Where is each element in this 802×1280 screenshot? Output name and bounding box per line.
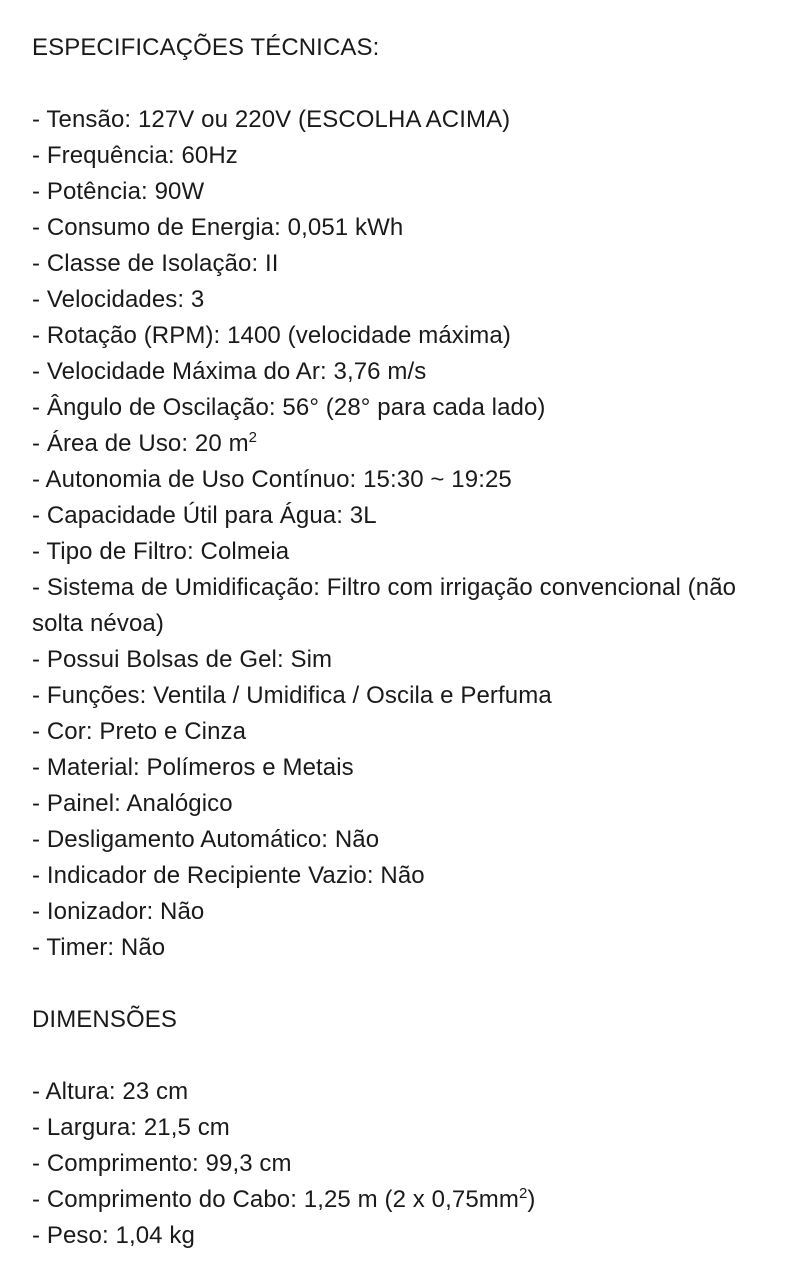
- spec-item: - Velocidade Máxima do Ar: 3,76 m/s: [32, 358, 427, 385]
- spec-item: - Timer: Não: [32, 934, 166, 961]
- dimension-item: - Comprimento: 99,3 cm: [32, 1150, 292, 1177]
- spec-item: - Tensão: 127V ou 220V (ESCOLHA ACIMA): [32, 106, 511, 133]
- spec-item: - Ionizador: Não: [32, 898, 205, 925]
- spec-item-text: - Área de Uso: 20 m: [32, 430, 249, 457]
- specs-list: [32, 102, 772, 966]
- dimension-item: - Largura: 21,5 cm: [32, 1114, 230, 1141]
- spec-item: [32, 426, 772, 462]
- spec-item: - Consumo de Energia: 0,051 kWh: [32, 214, 404, 241]
- spacer: [32, 1038, 772, 1074]
- dimension-item: - Peso: 1,04 kg: [32, 1222, 195, 1249]
- superscript: 2: [518, 1185, 528, 1202]
- spec-item: - Ângulo de Oscilação: 56° (28° para cada lado): [32, 394, 546, 421]
- spec-item: - Cor: Preto e Cinza: [32, 718, 247, 745]
- spacer: [32, 966, 772, 1002]
- dimension-item: - Altura: 23 cm: [32, 1078, 189, 1105]
- spec-item: - Rotação (RPM): 1400 (velocidade máxima): [32, 322, 511, 349]
- spec-item: - Capacidade Útil para Água: 3L: [32, 502, 377, 529]
- spec-item: - Indicador de Recipiente Vazio: Não: [32, 862, 425, 889]
- spec-item: - Sistema de Umidificação: Filtro com irrigação convencional (não solta névoa): [32, 574, 737, 637]
- spec-item: - Material: Polímeros e Metais: [32, 754, 354, 781]
- dimensions-heading: DIMENSÕES: [32, 1006, 177, 1033]
- spec-item: - Autonomia de Uso Contínuo: 15:30 ~ 19:25: [32, 466, 512, 493]
- dimension-item-text-end: ): [527, 1186, 536, 1213]
- spec-item: - Frequência: 60Hz: [32, 142, 238, 169]
- spacer: [32, 66, 772, 102]
- dimensions-list: [32, 1074, 772, 1254]
- spec-item: - Funções: Ventila / Umidifica / Oscila e Perfuma: [32, 682, 552, 709]
- spec-item: - Potência: 90W: [32, 178, 205, 205]
- dimension-item: [32, 1182, 772, 1218]
- dimension-item-text: - Comprimento do Cabo: 1,25 m (2 x 0,75mm: [32, 1186, 519, 1213]
- spec-item: - Desligamento Automático: Não: [32, 826, 380, 853]
- spec-item: - Classe de Isolação: II: [32, 250, 279, 277]
- spec-item: - Velocidades: 3: [32, 286, 205, 313]
- spec-item: - Painel: Analógico: [32, 790, 233, 817]
- spec-item: - Tipo de Filtro: Colmeia: [32, 538, 290, 565]
- superscript: 2: [248, 429, 258, 446]
- specs-heading: ESPECIFICAÇÕES TÉCNICAS:: [32, 34, 380, 61]
- spec-item: - Possui Bolsas de Gel: Sim: [32, 646, 333, 673]
